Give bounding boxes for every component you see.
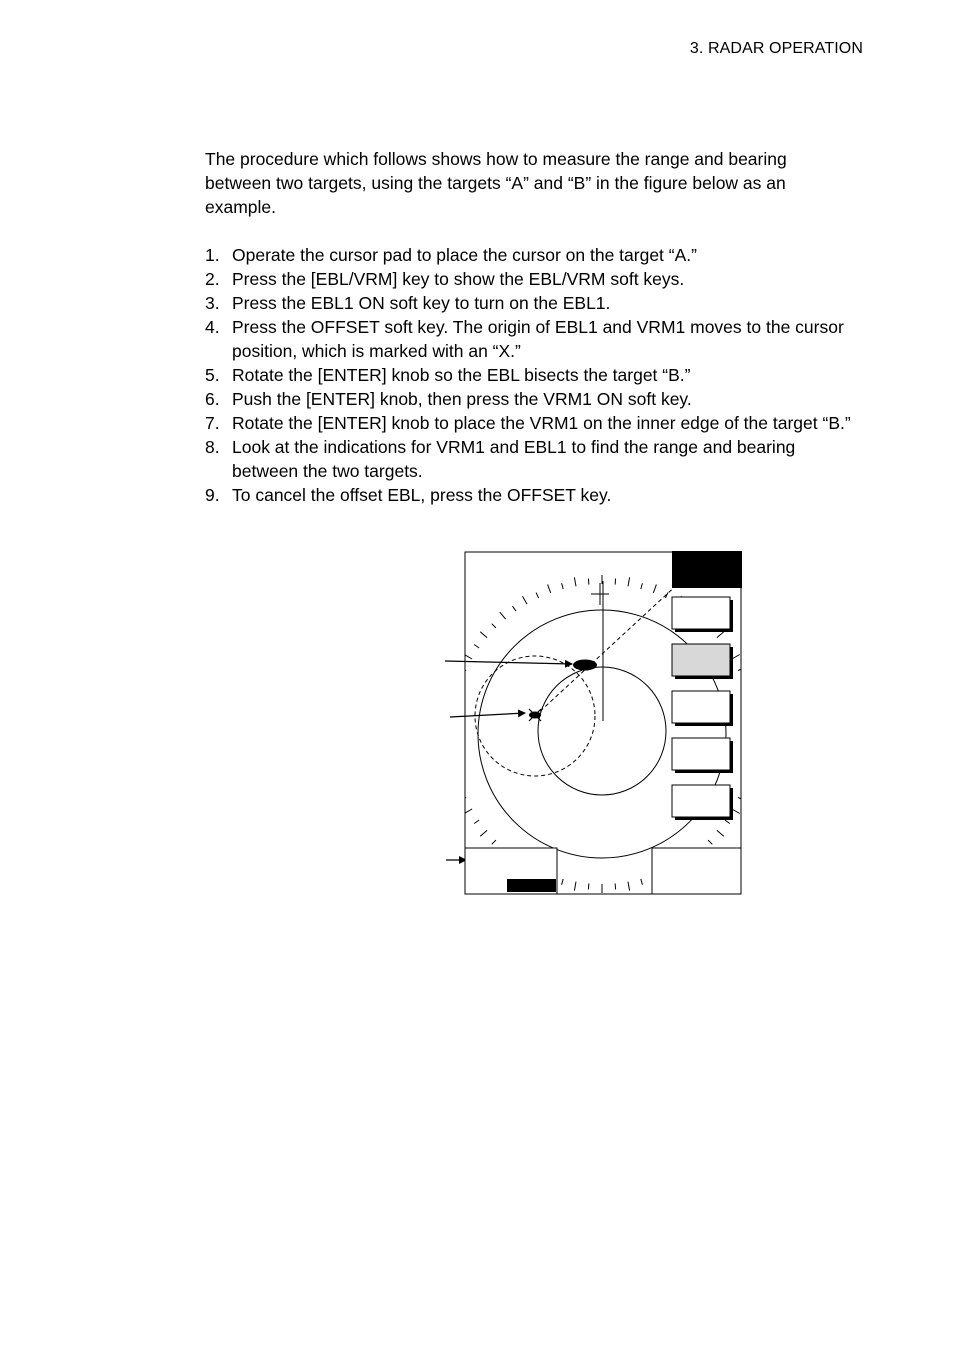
softkey-menu-title-bar	[672, 551, 742, 588]
bearing-tick	[743, 785, 750, 788]
step-text: Look at the indications for VRM1 and EBL1 to find the range and bearing between the two targets.	[232, 437, 796, 481]
intro-paragraph: The procedure which follows shows how to measure the range and bearing between two targets, using the targets “A” and “B” in the figure below as an example.	[205, 149, 787, 217]
bearing-tick	[445, 760, 454, 762]
procedure-step	[205, 483, 860, 507]
vrm-data-highlight	[507, 879, 556, 892]
bearing-tick	[747, 773, 750, 775]
step-text: Push the [ENTER] knob, then press the VRM1 ON soft key.	[232, 389, 692, 409]
soft-key-column	[672, 597, 733, 820]
soft-key[interactable]	[672, 785, 730, 817]
step-number: 6.	[205, 389, 220, 409]
procedure-step	[205, 387, 860, 411]
step-number: 9.	[205, 485, 220, 505]
procedure-step	[205, 411, 860, 435]
bearing-tick	[615, 883, 616, 889]
step-text: Operate the cursor pad to place the cursor on the target “A.”	[232, 245, 697, 265]
step-number: 8.	[205, 437, 220, 457]
bearing-tick	[453, 785, 461, 788]
bearing-tick	[615, 579, 616, 585]
step-text: Press the EBL1 ON soft key to turn on the EBL1.	[232, 293, 611, 313]
bearing-tick	[451, 694, 457, 696]
bearing-tick	[588, 883, 589, 889]
procedure-step	[205, 291, 860, 315]
bearing-tick	[447, 747, 453, 748]
procedure-step	[205, 315, 860, 363]
soft-key-selected[interactable]	[672, 644, 730, 676]
step-number: 7.	[205, 413, 220, 433]
procedure-step	[205, 363, 860, 387]
step-text: Rotate the [ENTER] knob to place the VRM1 on the inner edge of the target “B.”	[232, 413, 851, 433]
procedure-step	[205, 243, 860, 267]
soft-key[interactable]	[672, 597, 730, 629]
bearing-tick	[445, 706, 454, 708]
procedure-step	[205, 435, 860, 483]
step-number: 1.	[205, 245, 220, 265]
bearing-tick	[451, 773, 457, 775]
step-number: 3.	[205, 293, 220, 313]
step-text: Rotate the [ENTER] knob so the EBL bisects the target “B.”	[232, 365, 691, 385]
soft-key[interactable]	[672, 691, 730, 723]
step-number: 2.	[205, 269, 220, 289]
bearing-tick	[743, 680, 750, 683]
step-text: To cancel the offset EBL, press the OFFSET key.	[232, 485, 612, 505]
radar-figure	[440, 545, 750, 900]
step-number: 5.	[205, 365, 220, 385]
bearing-tick	[453, 680, 461, 683]
procedure-steps	[205, 243, 860, 507]
bearing-tick	[588, 579, 589, 585]
procedure-step	[205, 267, 860, 291]
target-a	[573, 660, 597, 671]
ebl-data-box	[652, 848, 741, 894]
step-number: 4.	[205, 317, 220, 337]
radar-display-illustration	[440, 545, 750, 900]
soft-key[interactable]	[672, 738, 730, 770]
step-text: Press the [EBL/VRM] key to show the EBL/VRM soft keys.	[232, 269, 685, 289]
bearing-tick	[447, 720, 453, 721]
step-text: Press the OFFSET soft key. The origin of EBL1 and VRM1 moves to the cursor position, which is marked with an “X.”	[232, 317, 844, 361]
bearing-tick	[747, 694, 750, 696]
running-header: 3. RADAR OPERATION	[689, 40, 863, 57]
